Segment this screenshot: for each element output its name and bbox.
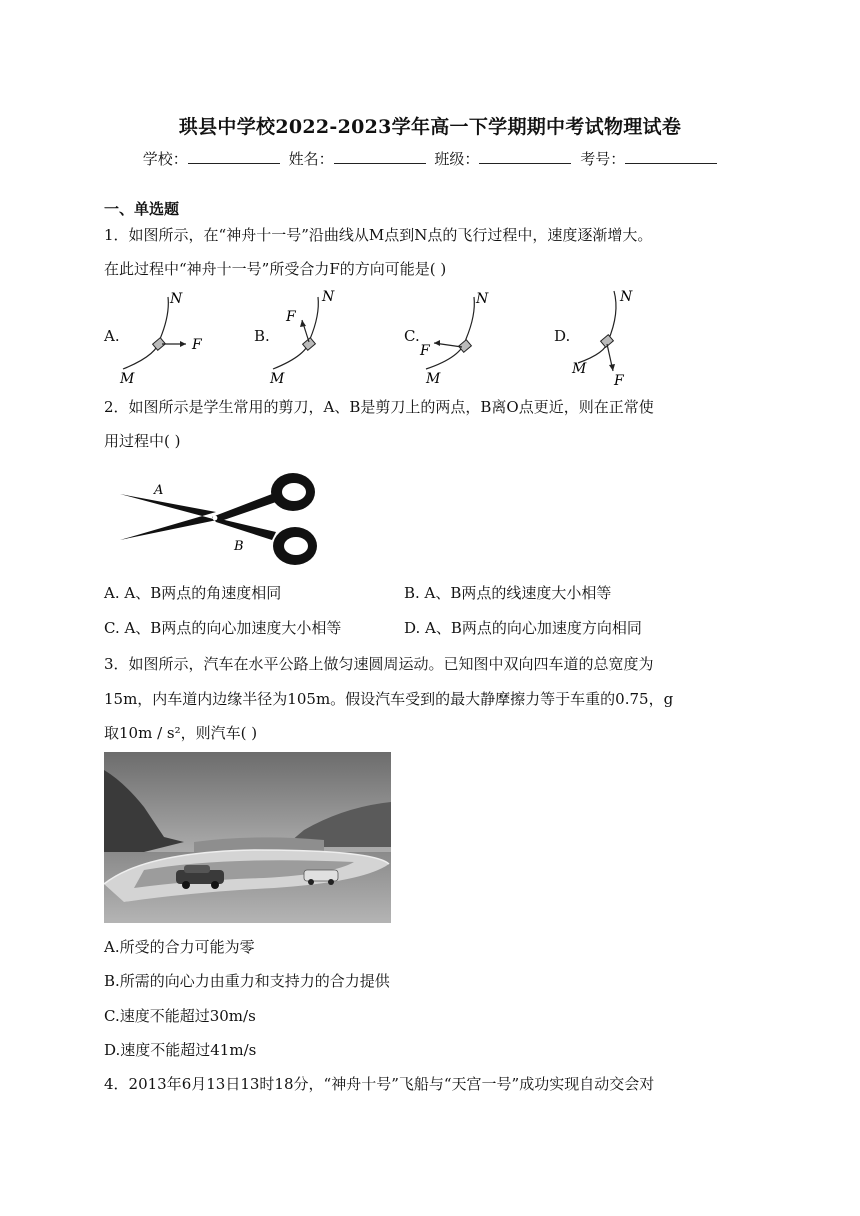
- name-field[interactable]: [289, 148, 426, 169]
- q3-text-line2: 15m，内车道内边缘半径为105m。假设汽车受到的最大静摩擦力等于车重的0.75，g: [104, 690, 674, 708]
- q1c-label-n: N: [476, 291, 489, 307]
- q1b-label-m: M: [270, 371, 285, 387]
- q1-option-b-label[interactable]: B.: [254, 327, 270, 345]
- q1-option-d-label[interactable]: D.: [554, 327, 571, 345]
- q2-option-a[interactable]: A. A、B两点的角速度相同: [104, 584, 282, 602]
- q1a-label-n: N: [170, 291, 183, 307]
- q2-option-d[interactable]: D. A、B两点的向心加速度方向相同: [404, 619, 642, 637]
- q3-option-a[interactable]: A.所受的合力可能为零: [104, 938, 255, 956]
- q1-figure-c: [418, 287, 518, 387]
- q1-figure-d: [568, 283, 668, 387]
- class-field[interactable]: [434, 148, 571, 169]
- exam-number-field[interactable]: [580, 148, 717, 169]
- q4-text-line1: 4．2013年6月13日13时18分，“神舟十号”飞船与“天宫一号”成功实现自动交会对: [104, 1075, 655, 1093]
- q3-option-c[interactable]: C.速度不能超过30m/s: [104, 1007, 256, 1025]
- student-info-row: [0, 148, 860, 169]
- q1-option-a-label[interactable]: A.: [104, 327, 120, 345]
- school-field[interactable]: [143, 148, 280, 169]
- section-heading: 一、单选题: [104, 200, 180, 218]
- q3-road-photo: [104, 752, 391, 923]
- q2-option-c[interactable]: C. A、B两点的向心加速度大小相等: [104, 619, 342, 637]
- name-blank: [334, 151, 426, 164]
- name-label: 姓名：: [288, 150, 334, 168]
- q1a-label-m: M: [120, 371, 135, 387]
- class-blank: [479, 151, 571, 164]
- q2-text-line1: 2．如图所示是学生常用的剪刀，A、B是剪刀上的两点，B离O点更近，则在正常使: [104, 398, 654, 416]
- q1b-label-f: F: [286, 309, 296, 325]
- q1-text-line1: 1．如图所示，在“神舟十一号”沿曲线从M点到N点的飞行过程中，速度逐渐增大。: [104, 226, 653, 244]
- school-blank: [188, 151, 280, 164]
- q2-option-b[interactable]: B. A、B两点的线速度大小相等: [404, 584, 612, 602]
- school-label: 学校：: [142, 150, 188, 168]
- exam-title: 珙县中学校2022-2023学年高一下学期期中考试物理试卷: [178, 116, 682, 138]
- q2-text-line2: 用过程中( ): [104, 432, 181, 450]
- q1a-label-f: F: [192, 337, 202, 353]
- q1d-label-f: F: [614, 373, 624, 387]
- q2-label-b: B: [234, 539, 244, 554]
- q3-text-line3: 取10m / s²，则汽车( ): [104, 724, 258, 742]
- q3-option-b[interactable]: B.所需的向心力由重力和支持力的合力提供: [104, 972, 390, 990]
- q1b-label-n: N: [322, 289, 335, 305]
- class-label: 班级：: [434, 150, 480, 168]
- q3-text-line1: 3．如图所示，汽车在水平公路上做匀速圆周运动。已知图中双向四车道的总宽度为: [104, 655, 654, 673]
- q1c-label-m: M: [426, 371, 441, 387]
- exam-number-blank: [625, 151, 717, 164]
- q1d-label-m: M: [572, 361, 587, 377]
- q1c-label-f: F: [420, 343, 430, 359]
- q1-option-c-label[interactable]: C.: [404, 327, 420, 345]
- q1-text-line2: 在此过程中“神舟十一号”所受合力F的方向可能是( ): [104, 260, 447, 278]
- q2-label-a: A: [154, 483, 164, 498]
- q1-figure-b: [268, 287, 368, 387]
- q2-scissors-figure: [112, 462, 326, 570]
- q3-option-d[interactable]: D.速度不能超过41m/s: [104, 1041, 257, 1059]
- q1-figure-a: [118, 287, 218, 387]
- exam-number-label: 考号：: [580, 150, 626, 168]
- q1d-label-n: N: [620, 289, 633, 305]
